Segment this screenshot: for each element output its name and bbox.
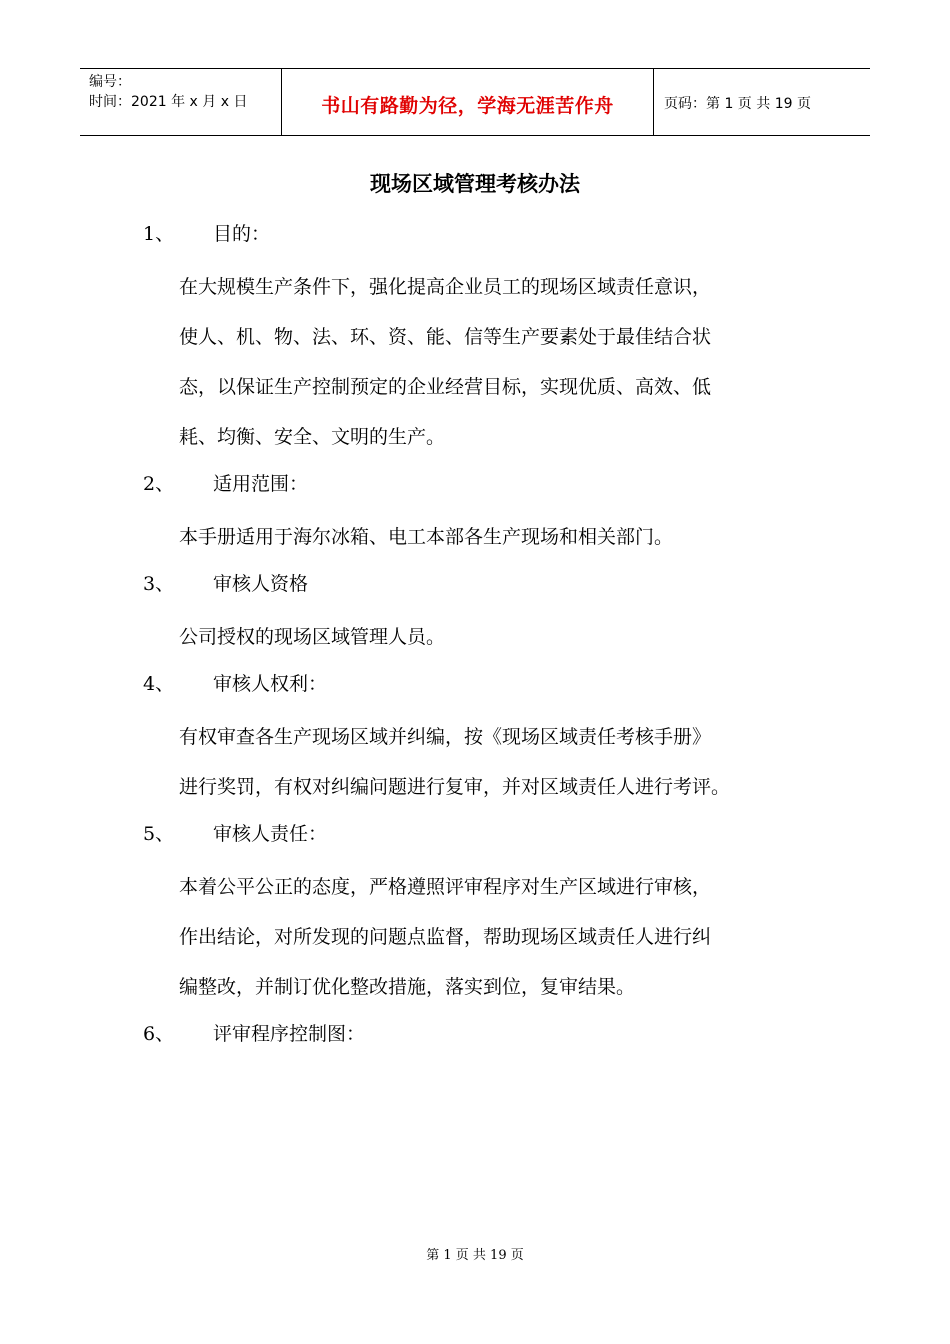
header-table (80, 68, 870, 136)
paragraph-line: 本手册适用于海尔冰箱、电工本部各生产现场和相关部门。 (179, 526, 674, 548)
paragraph-line: 有权审查各生产现场区域并纠编，按《现场区域责任考核手册》 (179, 726, 712, 748)
section-paragraph (179, 262, 819, 462)
paragraph-line: 公司授权的现场区域管理人员。 (179, 626, 446, 648)
document-title: 现场区域管理考核办法 (370, 172, 580, 196)
section-number: 6、 (143, 1023, 175, 1045)
document-number-label: 编号： (89, 74, 131, 90)
section-paragraph (179, 712, 819, 812)
section-heading (0, 462, 950, 512)
document-body (0, 212, 950, 1062)
section-paragraph (179, 512, 819, 562)
section-number: 5、 (143, 823, 175, 845)
section-label: 适用范围： (213, 473, 309, 495)
section-label: 审核人资格 (213, 573, 309, 595)
paragraph-line: 态，以保证生产控制预定的企业经营目标，实现优质、高效、低 (179, 376, 712, 398)
paragraph-line: 在大规模生产条件下，强化提高企业员工的现场区域责任意识， (179, 276, 712, 298)
paragraph-line: 耗、均衡、安全、文明的生产。 (179, 426, 446, 448)
page-footer: 第 1 页 共 19 页 (426, 1248, 524, 1263)
paragraph-line: 进行奖罚，有权对纠编问题进行复审，并对区域责任人进行考评。 (179, 776, 731, 798)
section-label: 审核人责任： (213, 823, 328, 845)
section-number: 4、 (143, 673, 175, 695)
paragraph-line: 作出结论，对所发现的问题点监督，帮助现场区域责任人进行纠 (179, 926, 712, 948)
header-meta-cell (80, 69, 281, 135)
document-date-label: 时间：2021 年 x 月 x 日 (89, 94, 248, 110)
paragraph-line: 本着公平公正的态度，严格遵照评审程序对生产区域进行审核， (179, 876, 712, 898)
section-label: 评审程序控制图： (213, 1023, 366, 1045)
paragraph-line: 编整改，并制订优化整改措施，落实到位，复审结果。 (179, 976, 636, 998)
section-number: 2、 (143, 473, 175, 495)
section-number: 1、 (143, 223, 175, 245)
section-label: 审核人权利： (213, 673, 328, 695)
section-heading (0, 212, 950, 262)
header-page-info: 页码：第 1 页 共 19 页 (664, 96, 811, 112)
section-heading (0, 812, 950, 862)
section-number: 3、 (143, 573, 175, 595)
section-paragraph (179, 612, 819, 662)
header-page-cell (654, 69, 870, 135)
section-paragraph (179, 862, 819, 1012)
section-label: 目的： (213, 223, 271, 245)
section-heading (0, 662, 950, 712)
paragraph-line: 使人、机、物、法、环、资、能、信等生产要素处于最佳结合状 (179, 326, 712, 348)
section-heading (0, 562, 950, 612)
header-motto: 书山有路勤为径，学海无涯苦作舟 (321, 94, 614, 117)
section-heading (0, 1012, 950, 1062)
header-motto-cell (281, 69, 654, 135)
